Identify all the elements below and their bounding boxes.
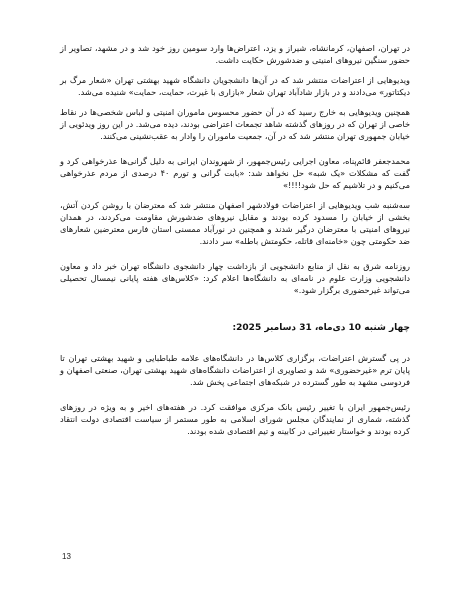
paragraph-remote-classes: در پی گسترش اعتراضات، برگزاری کلاس‌ها در دانشگاه‌های علامه طباطبایی و شهید بهشتی تهران تا پایان ترم «غیرحضوری» شد و تصاویری از اعتراضات دانشگاه‌های شهید بهشتی تهران، صنعتی اصفهان و فردوسی مشهد به طور گسترده در شبکه‌های اجتماعی پخش شد.: [60, 353, 410, 387]
paragraph-student-slogans: ویدیوهایی از اعتراضات منتشر شد که در آن‌ها دانشجویان دانشگاه شهید بهشتی تهران «شعار مرگ بر دیکتاتور» می‌دادند و در بازار شادآباد تهران شعار «بازاری با غیرت، حمایت، حمایت» شنیده می‌شد.: [60, 75, 410, 97]
paragraph-apology: محمدجعفر قائم‌پناه، معاون اجرایی رئیس‌جمهور، از شهروندان ایرانی به دلیل گرانی‌ها عذرخواهی کرد و گفت که مشکلات «یک شبه» حل نخواهد شد: «بابت گرانی و تورم ۴۰ درصدی از مردم عذرخواهی می‌کنیم و در تلاشیم که حل شود!!!!»: [60, 156, 410, 190]
paragraph-security-forces: همچنین ویدیوهایی به خارج رسید که در آن حضور محسوس ماموران امنیتی و لباس شخصی‌ها در نقاط خاصی از تهران که در روزهای گذشته شاهد تجمعات اعتراضی بودند، دیده می‌شد. در این روز ویدئویی از خیابان جمهوری تهران منتشر شد که در آن، جمعیت ماموران را وادار به عقب‌نشینی می‌کنند.: [60, 107, 410, 141]
paragraph-tuesday-night: سه‌شنبه شب ویدیوهایی از اعتراضات فولادشهر اصفهان منتشر شد که معترضان با روشن کردن آتش، بخشی از خیابان را مسدود کرده بودند و مقابل نیروهای ضدشورش مقاومت می‌کردند، در همدان نیروهای امنیتی با معترضان درگیر شدند و همچنین در نورآباد ممسنی استان فارس معترضین شعارهای ضد حکومتی چون «خامنه‌ای قاتله، حکومتش باطله» سر دادند.: [60, 200, 410, 246]
page-number: 13: [62, 552, 71, 561]
document-body: [60, 42, 410, 445]
date-heading: چهار شنبه 10 دی‌ماه، 31 دسامبر 2025:: [232, 323, 410, 333]
paragraph-student-arrests: روزنامه شرق به نقل از منابع دانشجویی از بازداشت چهار دانشجوی دانشگاه تهران خبر داد و معاون دانشجویی وزارت علوم در نامه‌ای به دانشگاه‌ها اعلام کرد: «کلاس‌های هفته پایانی نیمسال تحصیلی می‌تواند غیرحضوری برگزار شود.»: [60, 261, 410, 295]
paragraph-central-bank: رئیس‌جمهور ایران با تغییر رئیس بانک مرکزی موافقت کرد. در هفته‌های اخیر و به ویژه در روزهای گذشته، شماری از نمایندگان مجلس شورای اسلامی به طور مستمر از سیاست اقتصادی دولت انتقاد کرده بودند و خواستار تغییراتی در کابینه و تیم اقتصادی شده بودند.: [60, 402, 410, 436]
paragraph-protests-cities: در تهران، اصفهان، کرمانشاه، شیراز و یزد، اعتراض‌ها وارد سومین روز خود شد و در مشهد، تصاویر از حضور سنگین نیروهای امنیتی و ضدشورش حکایت داشت.: [60, 43, 410, 65]
